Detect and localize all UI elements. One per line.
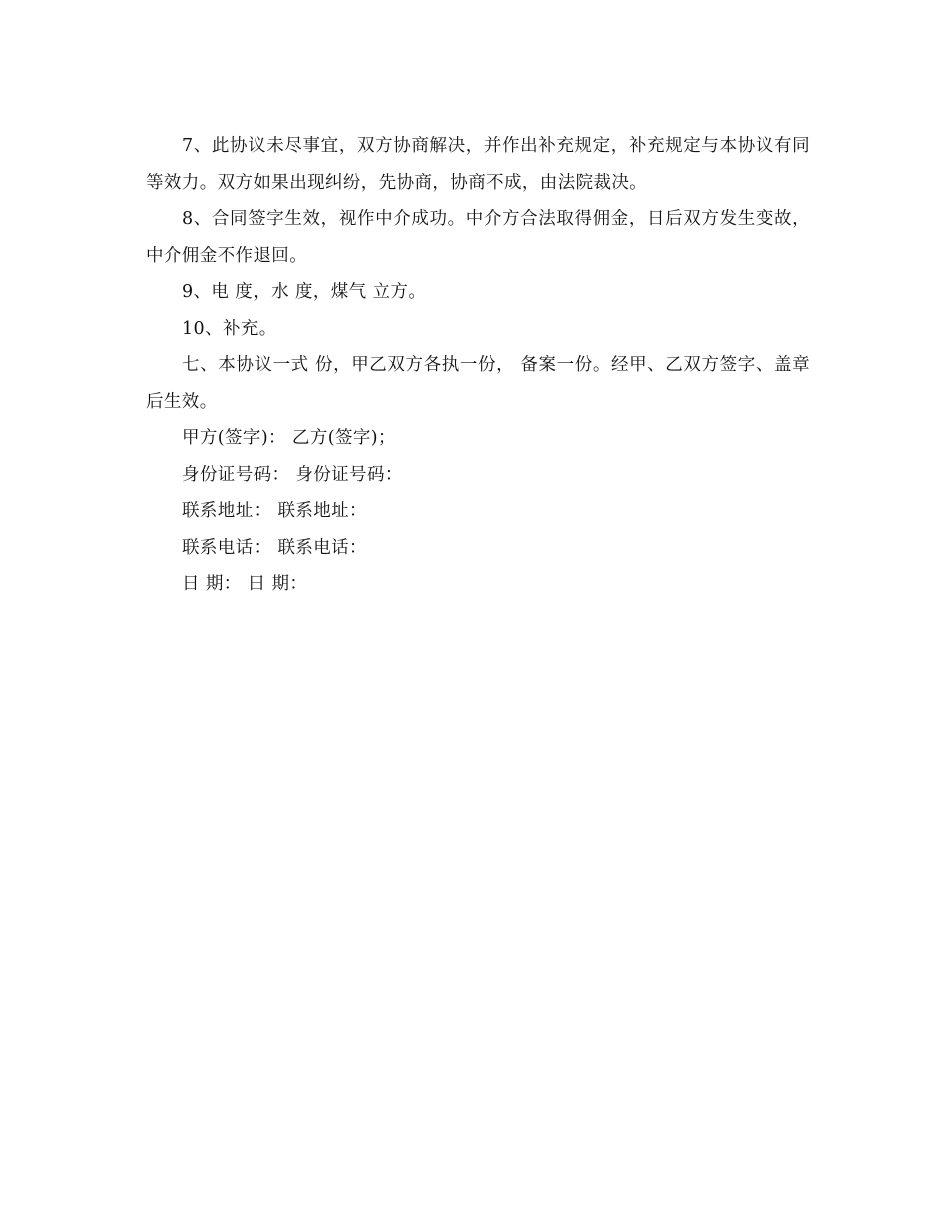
signature-line-date: 日 期： 日 期： bbox=[182, 574, 308, 594]
clause-copies-effect: 七、本协议一式 份，甲乙双方各执一份， 备案一份。经甲、乙双方签字、盖章后生效。 bbox=[146, 355, 810, 412]
clause-10-supplement: 10、补充。 bbox=[182, 318, 277, 339]
clause-8: 8、合同签字生效，视作中介成功。中介方合法取得佣金，日后双方发生变故，中介佣金不作退回。 bbox=[146, 209, 810, 266]
clause-9-utilities: 9、电 度，水 度，煤气 立方。 bbox=[182, 282, 427, 302]
clause-7: 7、此协议未尽事宜，双方协商解决，并作出补充规定，补充规定与本协议有同等效力。双方如果出现纠纷，先协商，协商不成，由法院裁决。 bbox=[146, 136, 810, 193]
signature-line-phone: 联系电话： 联系电话： bbox=[182, 537, 367, 558]
document-body bbox=[146, 128, 810, 603]
signature-line-id-number: 身份证号码： 身份证号码： bbox=[182, 464, 403, 485]
signature-line-parties: 甲方(签字)： 乙方(签字)； bbox=[182, 428, 396, 448]
signature-line-address: 联系地址： 联系地址： bbox=[182, 501, 367, 521]
